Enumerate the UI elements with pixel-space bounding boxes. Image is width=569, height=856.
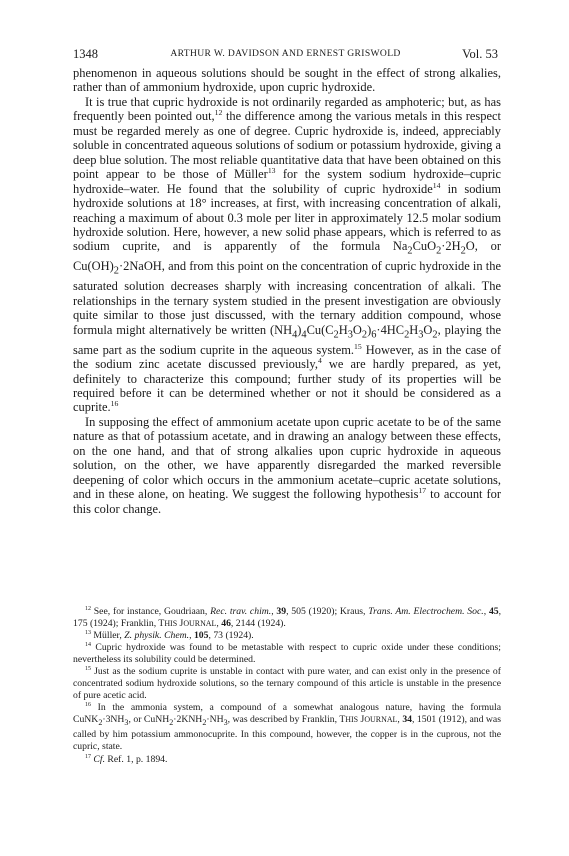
footnote: $^{17}$ Cf. Ref. 1, p. 1894. [85,753,168,765]
body-paragraph: phenomenon in aqueous solutions should be sought in the effect of strong alkalies, rather than of ammonium hydroxide, upon cupric hydroxide. [73,66,501,95]
running-header [73,46,498,62]
running-head-authors: ARTHUR W. DAVIDSON AND ERNEST GRISWOLD [170,48,401,59]
footnote: $^{16}$ In the ammonia system, a compound of a somewhat analogous nature, having the formula $CuNK_2\cdot 3NH_3$, or $CuNH_2\cdot 2KNH_2\cdot NH_3$, was described by Franklin, THIS JOURNAL, 34, 1501 (1912), and was called by him potassium ammonocuprite. In this compound, however, the copper is in the cuprous, not the cupric, state. [73,702,501,753]
page-number: 1348 [73,47,98,61]
footnote: $^{12}$ See, for instance, Goudriaan, Rec. trav. chim., 39, 505 (1920); Kraus, Trans. Am. Electrochem. Soc., 45, 175 (1924); Franklin, THIS JOURNAL, 46, 2144 (1924). [73,605,502,630]
volume-label: Vol. 53 [462,47,498,61]
body-paragraph: In supposing the effect of ammonium acetate upon cupric acetate to be of the same nature as that of potassium acetate, and in drawing an analogy between these effects, on the one hand, and that of strong alkalies upon cupric hydroxide in aqueous solution, on the other, we have apparently disregarded the marked reversible deepening of color which occurs in the ammonium acetate–cupric acetate solutions, and in these alone, on heating. We suggest the following hypothesis$^{17}$ to account for this color change. [73,414,501,516]
footnote: $^{15}$ Just as the sodium cuprite is unstable in contact with pure water, and can exist only in the presence of concentrated sodium hydroxide solutions, so the ternary compound of this article is unstable in the presence of pure acetic acid. [73,666,501,702]
footnote: $^{14}$ Cupric hydroxide was found to be metastable with respect to cupric oxide under these conditions; nevertheless its solubility could be determined. [73,641,501,666]
body-text [73,66,501,516]
footnote: $^{13}$ Müller, Z. physik. Chem., 105, 73 (1924). [85,629,254,642]
body-paragraph: It is true that cupric hydroxide is not ordinarily regarded as amphoteric; but, as has frequently been pointed out,$^{12}$ the difference among the various metals in this respect must be regarded merely as one of degree. Cupric hydroxide is, indeed, appreciably soluble in concentrated aqueous solutions of sodium or potassium hydroxide, giving a deep blue solution. The most reliable quantitative data that have been obtained on this point appear to be those of Müller$^{13}$ for the system sodium hydroxide–cupric hydroxide–water. He found that the solubility of cupric hydroxide$^{14}$ in sodium hydroxide solutions at 18° increases, at first, with increasing concentration of alkali, reaching a maximum of about 0.3 mole per liter in approximately 12.5 molar sodium hydroxide solution. Here, however, a new solid phase appears, which is referred to as sodium cuprite, and is apparently of the formula $Na_2CuO_2\cdot 2H_2O$, or $Cu(OH)_2\cdot 2NaOH$, and from this point on the concentration of cupric hydroxide in the saturated solution decreases sharply with increasing concentration of alkali. The relationships in the ternary system studied in the present investigation are obviously quite similar to those just discussed, with the ternary addition compound, whose formula might alternatively be written $(NH_4)_4Cu(C_2H_3O_2)_6\cdot 4HC_2H_3O_2$, playing the same part as the sodium cuprite in the aqueous system.$^{15}$ However, as in the case of the sodium zinc acetate discussed previously,$^4$ we are hardly prepared, as yet, definitely to characterize this compound; further study of its properties will be required before it can be determined whether or not it should be considered as a cuprite.$^{16}$ [73,94,502,415]
footnotes [73,606,501,766]
